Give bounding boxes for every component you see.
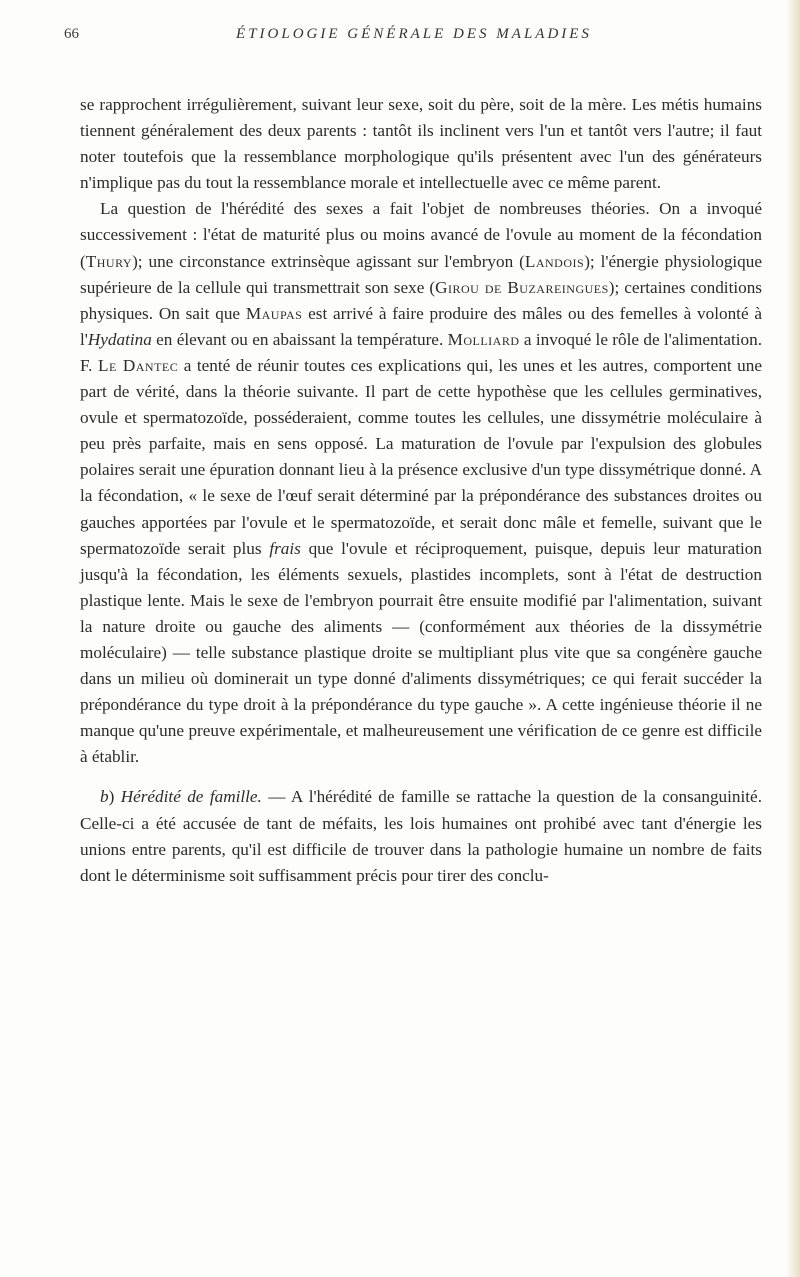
text-segment: Maupas — [245, 303, 303, 323]
text-segment: — A l'hérédité de famille se rattache la question de la consanguinité. Celle-ci a été accusée de tant de méfaits, les lois humaines ont prohibé avec tant d'énergie les unions entre parents, qu'il est difficile de trouver dans la pathologie humaine un nombre de faits dont le déterminisme soit suffisamment précis pour tirer des conclu- — [80, 787, 762, 885]
text-segment: frais — [269, 538, 301, 558]
text-segment: se rapprochent irrégulièrement, suivant leur sexe, soit du père, soit de la mère. Les métis humains tiennent généralement des deux parents : tantôt ils inclinent vers l'un et tantôt vers l'autre; il faut noter toutefois que la ressemblance morphologique qu'ils présentent avec l'un des générateurs n'implique pas du tout la ressemblance morale et intellectuelle avec ce même parent. — [80, 95, 762, 193]
page-header — [64, 26, 764, 50]
text-segment: Le Dantec — [98, 355, 179, 375]
text-segment: a tenté de réunir toutes ces explications qui, les unes et les autres, comportent une part de vérité, dans la théorie suivante. Il part de cette hypothèse que les cellules germinatives, ovule et spermatozoïde, posséderaient, comme toutes les cellules, une dissymétrie moléculaire à peu près parfaite, mais en sens opposé. La maturation de l'ovule par l'expulsion des globules polaires serait une épuration donnant lieu à la présence exclusive d'un type dissymétrique donné. A la fécondation, « le sexe de l'œuf serait déterminé par la prépondérance des substances droites ou gauches apportées par l'ovule et le spermatozoïde, et serait donc mâle et femelle, suivant que le spermatozoïde serait plus — [80, 355, 762, 558]
page-number: 66 — [64, 26, 79, 42]
paragraph-continuation — [80, 92, 762, 196]
page-edge-shadow — [786, 0, 800, 1277]
text-segment: est arrivé à faire produire des mâles ou des femelles à volonté à l' — [80, 303, 762, 349]
body-text — [80, 92, 762, 889]
text-segment: ); l'énergie physiologique supérieure de la cellule qui transmettrait son sexe ( — [80, 251, 763, 297]
text-segment: Thury — [85, 251, 133, 271]
text-segment: b — [100, 787, 109, 807]
text-segment: Hérédité de famille. — [120, 787, 262, 807]
text-segment: ); une circonstance extrinsèque agissant sur l'embryon ( — [132, 251, 525, 271]
text-segment: Landois — [524, 251, 585, 271]
paragraph-family-heredity — [80, 784, 762, 888]
text-segment: ) — [108, 787, 121, 807]
text-segment: ); certaines conditions physiques. On sait que — [80, 277, 762, 323]
text-segment: en élevant ou en abaissant la température. — [151, 329, 448, 349]
paragraph-sex-heredity — [80, 196, 762, 770]
text-segment: Girou de Buzareingues — [435, 277, 609, 297]
running-title: ÉTIOLOGIE GÉNÉRALE DES MALADIES — [236, 26, 592, 42]
text-segment: Molliard — [447, 329, 520, 349]
text-segment: La question de l'hérédité des sexes a fait l'objet de nombreuses théories. On a invoqué successivement : l'état de maturité plus ou moins avancé de l'ovule au moment de la fécondation ( — [80, 199, 762, 271]
text-segment: Hydatina — [87, 329, 152, 349]
text-segment: a invoqué le rôle de l'alimentation. F. — [80, 329, 762, 375]
text-segment: que l'ovule et réciproquement, puisque, depuis leur maturation jusqu'à la fécondation, les éléments sexuels, plastides incomplets, sont à l'état de destruction plastique lente. Mais le sexe de l'embryon pourrait être ensuite modifié par l'alimentation, suivant la nature droite ou gauche des aliments — (conformément aux théories de la dissymétrie moléculaire) — telle substance plastique droite se multipliant plus vite que sa congénère gauche dans un milieu où dominerait un type donné d'aliments dissymétriques; ce qui ferait succéder la prépondérance du type droit à la prépondérance du type gauche ». A cette ingénieuse théorie il ne manque qu'une preuve expérimentale, et malheureusement une vérification de ce genre est difficile à établir. — [80, 538, 762, 767]
